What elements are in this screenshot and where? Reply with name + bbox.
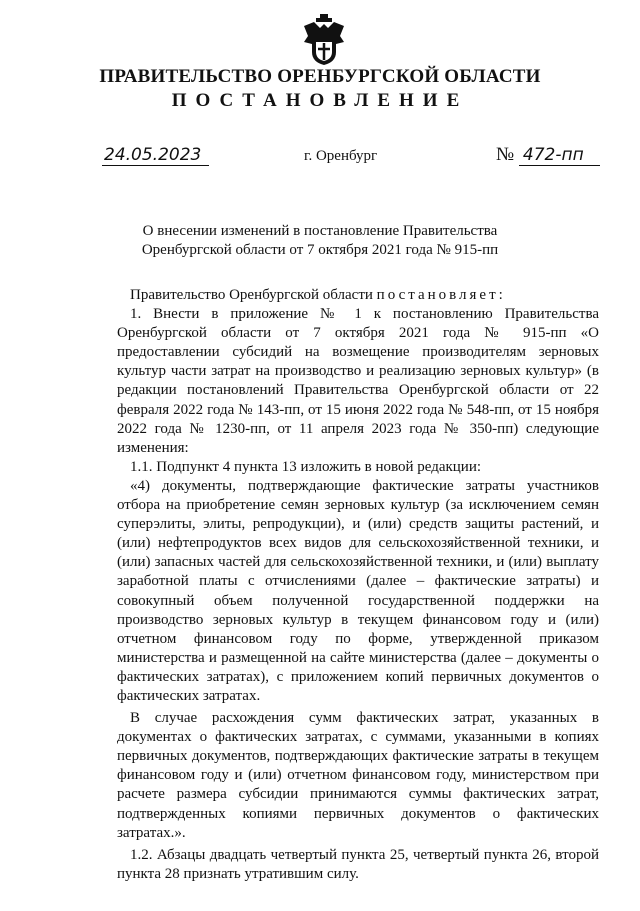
paragraph-1-1: 1.1. Подпункт 4 пункта 13 изложить в новой редакции: (130, 458, 482, 475)
paragraph-1: 1. Внести в приложение № 1 к постановлению Правительства Оренбургской области от 7 октября 2021 года № 915-пп «О предоставлении субсидий на возмещение производителям зерновых культур части затрат на производство и реализацию зерновых культур» (в редакции постановлений Правительства Оренбургской области от 22 февраля 2022 года № 143-пп, от 15 июня 2022 года № 548-пп, от 15 ноября 2022 года № 1230-пп, от 11 апреля 2023 года № 350-пп) следующие изменения: (117, 306, 599, 456)
subject-line-2: Оренбургской области от 7 октября 2021 года № 915-пп (141, 242, 499, 258)
coat-of-arms-icon (300, 14, 348, 66)
paragraph-quote: «4) документы, подтверждающие фактические затраты участников отбора на приобретение семян зерновых культур (за исключением семян суперэлиты, элиты, репродукции), и (или) средств защиты растений, и (или) нефтепродуктов всех видов для сельскохозяйственной техники, и (или) запасных частей для сельскохозяйственной техники, и (или) выплату заработной платы с отчислениями (далее – фактические затраты) и совокупный объем полученной государственной поддержки на производство зерновых культур в текущем финансовом году и (или) отчетном финансовом году по форме, утвержденной приказом министерства и размещенной на сайте министерства (далее – документы о фактических затратах), с приложением копий первичных документов о фактических затратах. (117, 477, 599, 704)
document-body (117, 286, 599, 884)
paragraph-discrepancy: В случае расхождения сумм фактических затрат, указанных в документах о фактических затратах, с суммами, указанными в копиях первичных документов, подтверждающих фактические затраты в текущем финансовом году и (или) отчетном финансовом году, министерством при расчете размера субсидии принимаются суммы фактических затрат, подтвержденных копиями первичных документов о фактических затратах.». (117, 710, 599, 841)
document-city: г. Оренбург (304, 148, 378, 164)
number-value: 472-пп (519, 145, 600, 166)
paragraph-1-2: 1.2. Абзацы двадцать четвертый пункта 25, четвертый пункта 26, второй пункта 28 признать утратившим силу. (117, 846, 599, 882)
document-type-title: ПОСТАНОВЛЕНИЕ (171, 90, 469, 111)
intro-lead: Правительство Оренбургской области (130, 287, 373, 303)
intro-verb: постановляет: (376, 287, 506, 303)
organization-title: ПРАВИТЕЛЬСТВО ОРЕНБУРГСКОЙ ОБЛАСТИ (99, 66, 541, 87)
document-number (496, 145, 600, 165)
document-subject (0, 222, 640, 260)
intro-paragraph (117, 286, 599, 305)
number-sign: № (496, 144, 515, 165)
subject-line-1: О внесении изменений в постановление Правительства (142, 223, 498, 239)
document-date: 24.05.2023 (102, 145, 209, 166)
